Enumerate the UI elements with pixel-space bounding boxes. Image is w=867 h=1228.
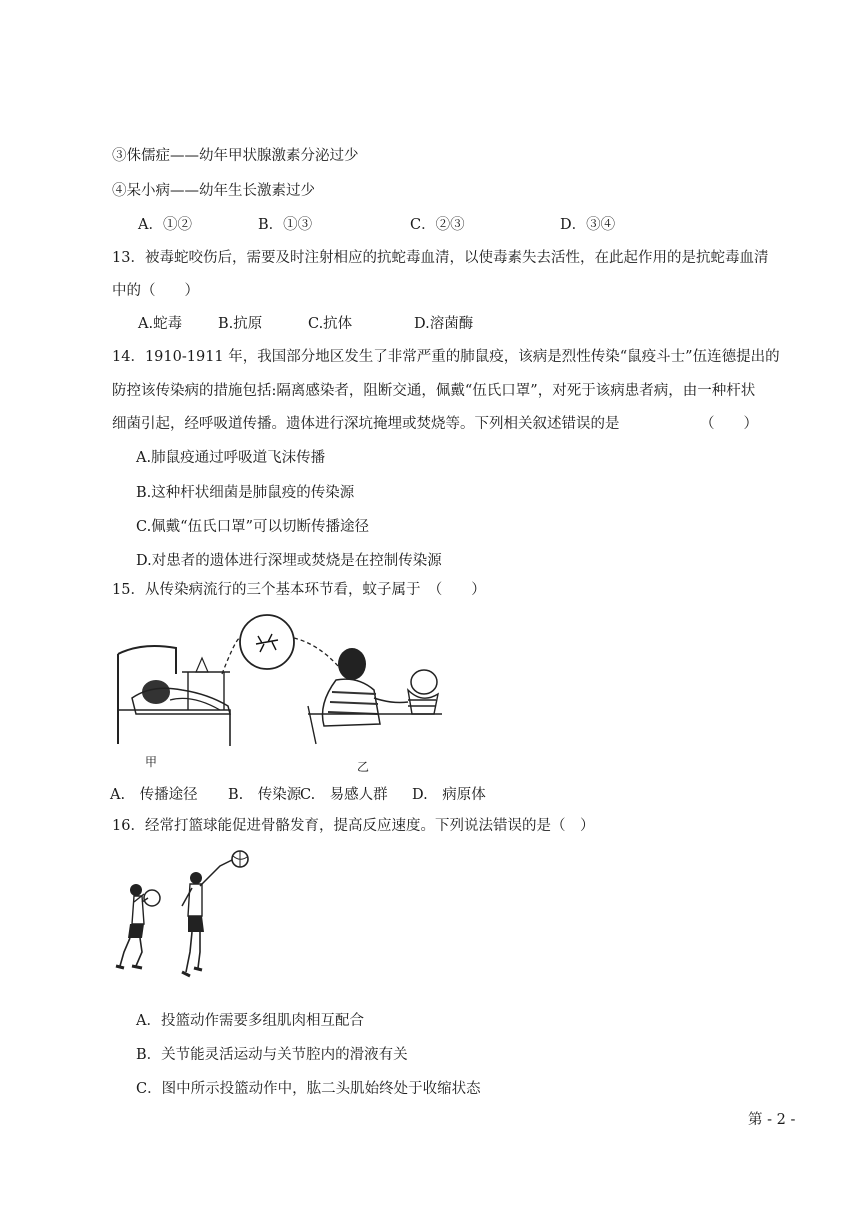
page-number: 第 - 2 - (748, 1112, 796, 1128)
q12-item-4: ④呆小病——幼年生长激素过少 (112, 183, 315, 199)
q14-option-c: C.佩戴“伍氏口罩”可以切断传播途径 (136, 519, 370, 535)
q12-option-d: D．③④ (560, 217, 616, 233)
q13-stem-line1: 13．被毒蛇咬伤后，需要及时注射相应的抗蛇毒血清，以使毒素失去活性，在此起作用的是抗蛇毒血清 (112, 250, 769, 266)
q16-stem: 16．经常打篮球能促进骨骼发育，提高反应速度。下列说法错误的是（ ） (112, 818, 595, 834)
q16-option-a: A．投篮动作需要多组肌肉相互配合 (136, 1013, 364, 1029)
q14-stem-line3: 细菌引起，经呼吸道传播。遗体进行深坑掩埋或焚烧等。下列相关叙述错误的是 (112, 416, 620, 432)
q14-stem-line1: 14．1910-1911 年，我国部分地区发生了非常严重的肺鼠疫，该病是烈性传染“鼠疫斗士”伍连德提出的 (112, 349, 780, 365)
q14-option-d: D.对患者的遗体进行深埋或焚烧是在控制传染源 (136, 553, 442, 569)
q15-option-d: D. 病原体 (412, 787, 486, 803)
q15-option-a: A. 传播途径 (110, 787, 198, 803)
q14-option-a: A.肺鼠疫通过呼吸道飞沫传播 (136, 450, 326, 466)
q12-option-a: A．①② (138, 217, 192, 233)
q14-option-b: B.这种杆状细菌是肺鼠疫的传染源 (136, 485, 355, 501)
q15-option-b: B. 传染源 (228, 787, 302, 803)
q16-illustration (112, 848, 272, 983)
q12-option-c: C．②③ (410, 217, 465, 233)
q12-option-b: B．①③ (258, 217, 313, 233)
q13-option-a: A.蛇毒 (138, 316, 183, 332)
q15-stem: 15．从传染病流行的三个基本环节看，蚊子属于 （ ） (112, 582, 486, 598)
q13-option-c: C.抗体 (308, 316, 353, 332)
q14-answer-blank: （ ） (700, 416, 758, 432)
q15-option-c: C. 易感人群 (300, 787, 388, 803)
q13-option-b: B.抗原 (218, 316, 263, 332)
q13-stem-line2: 中的（ ） (112, 283, 199, 299)
q15-label-right: 乙 (357, 760, 370, 774)
q14-stem-line2: 防控该传染病的措施包括:隔离感染者，阻断交通，佩戴“伍氏口罩”，对死于该病患者病，由一种杆状 (112, 383, 756, 399)
q13-option-d: D.溶菌酶 (414, 316, 474, 332)
q15-illustration (112, 614, 452, 754)
q16-option-b: B．关节能灵活运动与关节腔内的滑液有关 (136, 1047, 408, 1063)
q16-option-c: C．图中所示投篮动作中，肱二头肌始终处于收缩状态 (136, 1081, 481, 1097)
q15-label-left: 甲 (145, 755, 158, 769)
q12-item-3: ③侏儒症——幼年甲状腺激素分泌过少 (112, 148, 359, 164)
